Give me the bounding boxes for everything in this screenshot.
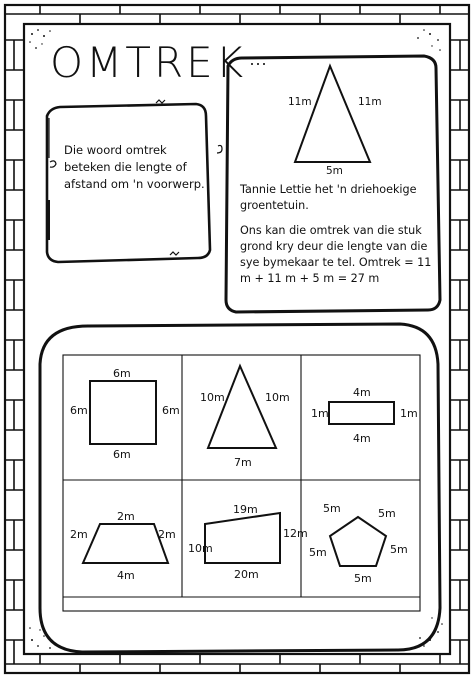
- trapezium-label-left: 2m: [70, 528, 88, 541]
- example-paragraph-1: Tannie Lettie het 'n driehoekige groentetuin.: [240, 183, 417, 212]
- trapezium-label-top: 2m: [117, 510, 135, 523]
- example-label-base: 5m: [326, 165, 343, 177]
- example-label-right: 11m: [358, 96, 382, 108]
- square-label-left: 6m: [70, 404, 88, 417]
- triangle-label-left: 10m: [200, 391, 225, 404]
- rectangle-label-right: 1m: [400, 407, 418, 420]
- definition-text: Die woord omtrek beteken die lengte of afstand om 'n voorwerp.: [64, 143, 205, 191]
- triangle-label-right: 10m: [265, 391, 290, 404]
- square-label-bottom: 6m: [113, 448, 131, 461]
- rectangle-label-left: 1m: [311, 407, 329, 420]
- trapezium-label-right: 2m: [158, 528, 176, 541]
- quadrilateral-label-right: 12m: [283, 527, 308, 540]
- trapezium-label-bottom: 4m: [117, 569, 135, 582]
- quadrilateral-label-left: 10m: [188, 542, 213, 555]
- example-story: [240, 182, 440, 296]
- example-label-left: 11m: [288, 96, 312, 108]
- pentagon-label-bottom: 5m: [354, 572, 372, 585]
- triangle-label-bottom: 7m: [234, 456, 252, 469]
- example-paragraph-2: Ons kan die omtrek van die stuk grond kry deur die lengte van die sye bymekaar te tel. Omtrek = 11 m + 11 m + 5 m = 27 m: [240, 224, 432, 285]
- rectangle-label-bottom: 4m: [353, 432, 371, 445]
- square-label-top: 6m: [113, 367, 131, 380]
- pentagon-label-left: 5m: [309, 546, 327, 559]
- pentagon-label-top-left: 5m: [323, 502, 341, 515]
- page-title: OMTREK: [50, 38, 247, 87]
- rectangle-label-top: 4m: [353, 386, 371, 399]
- pentagon-label-right: 5m: [390, 543, 408, 556]
- pentagon-label-top-right: 5m: [378, 507, 396, 520]
- square-label-right: 6m: [162, 404, 180, 417]
- quadrilateral-label-bottom: 20m: [234, 568, 259, 581]
- quadrilateral-label-top: 19m: [233, 503, 258, 516]
- inner-border: [24, 24, 450, 654]
